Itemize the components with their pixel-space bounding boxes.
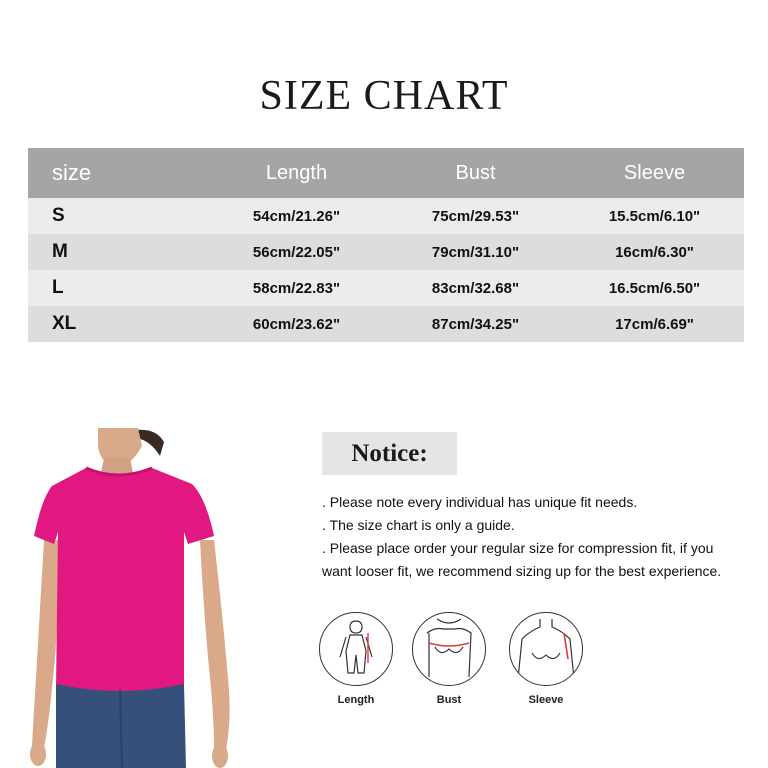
notice-line: . The size chart is only a guide. xyxy=(322,517,515,533)
measure-sleeve xyxy=(501,612,591,706)
length-measure-icon xyxy=(319,612,393,686)
bust-measure-icon xyxy=(412,612,486,686)
table-row xyxy=(28,270,744,306)
sleeve-cell: 16cm/6.30" xyxy=(565,234,744,270)
page-title: SIZE CHART xyxy=(259,73,509,119)
table-row xyxy=(28,234,744,270)
size-cell: XL xyxy=(28,306,207,342)
length-cell: 60cm/23.62" xyxy=(207,306,386,342)
header-size: size xyxy=(28,148,207,198)
notice-heading: Notice: xyxy=(351,439,428,467)
size-cell: M xyxy=(28,234,207,270)
notice-line: . Please note every individual has unique fit needs. xyxy=(322,494,638,510)
header-bust: Bust xyxy=(386,148,565,198)
sleeve-measure-icon xyxy=(509,612,583,686)
notice-line: . Please place order your regular size for compression fit, if you want looser fit, we recommend sizing up for the best experience. xyxy=(322,540,722,579)
table-header-row xyxy=(28,148,744,198)
sleeve-cell: 17cm/6.69" xyxy=(565,306,744,342)
length-cell: 56cm/22.05" xyxy=(207,234,386,270)
size-table xyxy=(28,148,744,342)
measure-label: Bust xyxy=(436,694,462,706)
sleeve-cell: 15.5cm/6.10" xyxy=(565,198,744,234)
measure-bust xyxy=(404,612,494,706)
size-cell: L xyxy=(28,270,207,306)
table-row xyxy=(28,198,744,234)
measure-label: Length xyxy=(337,694,375,706)
bust-cell: 87cm/34.25" xyxy=(386,306,565,342)
bust-cell: 79cm/31.10" xyxy=(386,234,565,270)
notice-notes xyxy=(322,491,742,583)
length-cell: 58cm/22.83" xyxy=(207,270,386,306)
model-photo xyxy=(30,428,240,768)
length-cell: 54cm/21.26" xyxy=(207,198,386,234)
bust-cell: 83cm/32.68" xyxy=(386,270,565,306)
sleeve-cell: 16.5cm/6.50" xyxy=(565,270,744,306)
measure-label: Sleeve xyxy=(528,694,564,706)
measure-length xyxy=(311,612,401,706)
table-row xyxy=(28,306,744,342)
header-sleeve: Sleeve xyxy=(565,148,744,198)
header-length: Length xyxy=(207,148,386,198)
notice-heading-box xyxy=(322,432,457,475)
size-cell: S xyxy=(28,198,207,234)
bust-cell: 75cm/29.53" xyxy=(386,198,565,234)
